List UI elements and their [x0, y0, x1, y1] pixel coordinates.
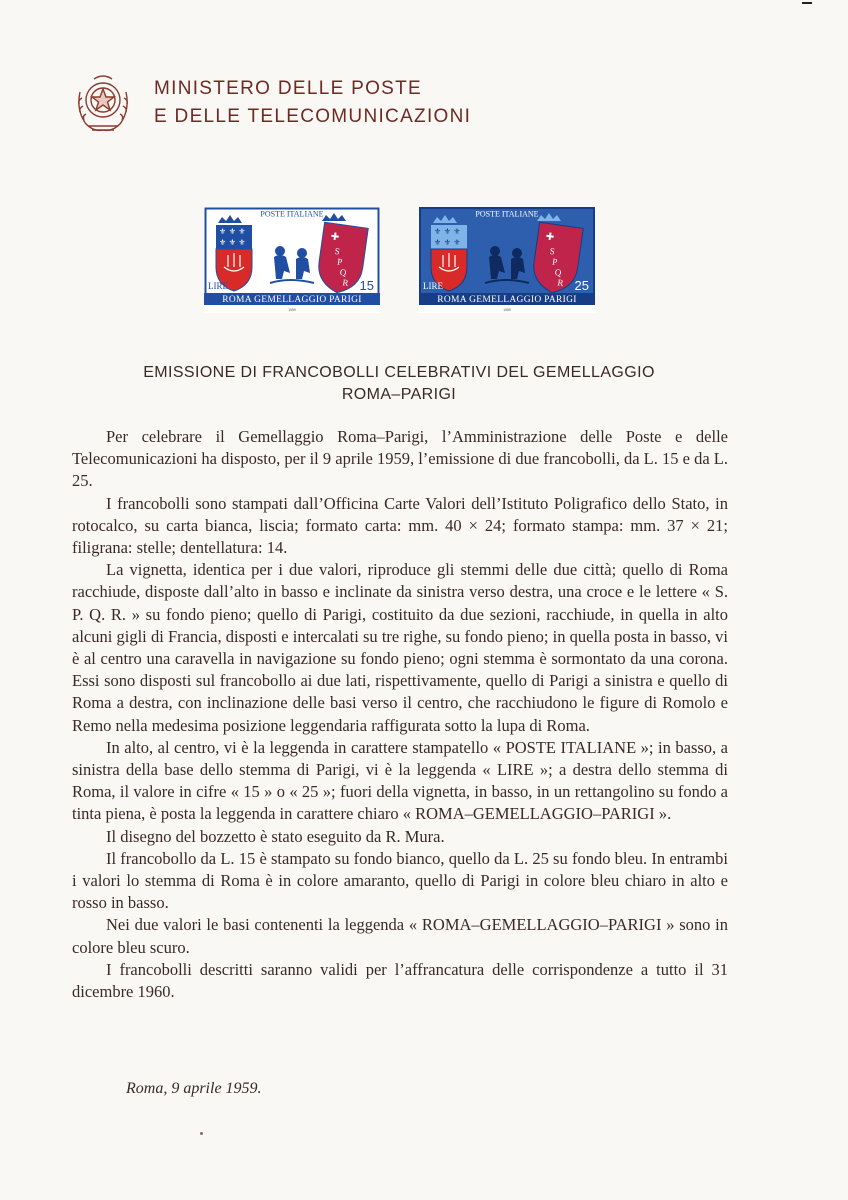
svg-text:R: R [556, 277, 565, 289]
ministry-line-1: MINISTERO DELLE POSTE [154, 78, 423, 99]
stamp-15-currency: LIRE [208, 281, 228, 291]
svg-text:P: P [336, 256, 344, 268]
stamp-25-lire [419, 207, 595, 313]
document-title [72, 362, 726, 406]
svg-text:⚜ ⚜ ⚜: ⚜ ⚜ ⚜ [434, 238, 461, 247]
svg-text:⚜ ⚜ ⚜: ⚜ ⚜ ⚜ [219, 227, 246, 236]
title-line-2: ROMA–PARIGI [341, 386, 457, 403]
svg-text:Q: Q [554, 266, 563, 278]
stamp-25-value: 25 [574, 278, 589, 293]
svg-text:⚜ ⚜ ⚜: ⚜ ⚜ ⚜ [434, 227, 461, 236]
paragraph-5: Il disegno del bozzetto è stato eseguito da R. Mura. [106, 826, 445, 846]
title-line-1: EMISSIONE DI FRANCOBOLLI CELEBRATIVI DEL GEMELLAGGIO [143, 364, 655, 381]
stamp-15-legend: ROMA GEMELLAGGIO PARIGI [222, 295, 362, 305]
paragraph-8: I francobolli descritti saranno validi per l’affrancatura delle corrispondenze a tutto il 31 dicembre 1960. [72, 959, 728, 1002]
stamp-25-image [419, 207, 595, 313]
paragraph-3: La vignetta, identica per i due valori, riproduce gli stemmi delle due città; quello di Roma racchiude, disposte dall’alto in basso e inclinate da sinistra verso destra, una croce e le lettere « S. P. Q. R. » su fondo pieno; quello di Parigi, costituito da due sezioni, racchiude, in quella in alto alcuni gigli di Francia, disposti e intercalati su tre righe, su fondo pieno; in quella posta in basso, vi è al centro una caravella in navigazione su fondo pieno; ogni stemma è sormontato da una corona. Essi sono disposti sul francobollo ai due lati, rispettivamente, quello di Parigi a sinistra e quello di Roma a destra, con inclinazione delle basi verso il centro, che racchiudono le figure di Romolo e Remo nella medesima posizione leggendaria raffigurata sotto la lupa di Roma. [72, 560, 728, 735]
stamp-15-year: 1959 [288, 308, 296, 312]
stamp-15-value: 15 [359, 278, 374, 293]
paragraph-6: Il francobollo da L. 15 è stampato su fondo bianco, quello da L. 25 su fondo bleu. In entrambi i valori lo stemma di Roma è in colore amaranto, quello di Parigi in colore bleu chiaro in alto e rosso in basso. [72, 848, 728, 913]
paragraph-2: I francobolli sono stampati dall’Officina Carte Valori dell’Istituto Poligrafico dello Stato, in rotocalco, su carta bianca, liscia; formato carta: mm. 40 × 24; formato stampa: mm. 37 × 21; filigrana: stelle; dentellatura: 14. [72, 493, 728, 558]
svg-text:S: S [549, 245, 556, 257]
corner-mark [802, 2, 812, 4]
header [72, 70, 471, 136]
svg-text:✚: ✚ [329, 231, 340, 244]
ministry-line-2: E DELLE TELECOMUNICAZIONI [154, 106, 472, 127]
svg-text:⚜ ⚜ ⚜: ⚜ ⚜ ⚜ [219, 238, 246, 247]
svg-text:S: S [334, 245, 341, 257]
paragraph-4: In alto, al centro, vi è la leggenda in carattere stampatello « POSTE ITALIANE »; in basso, a sinistra della base dello stemma di Parigi, vi è la leggenda « LIRE »; a destra dello stemma di Roma, il valore in cifre « 15 » o « 25 »; fuori della vignetta, in basso, in un rettangolino su fondo a tinta piena, è posta la leggenda in carattere chiaro « ROMA–GEMELLAGGIO–PARIGI ». [72, 737, 728, 824]
stamp-25-currency: LIRE [423, 281, 443, 291]
svg-text:✚: ✚ [544, 231, 555, 244]
body-text [72, 426, 728, 1003]
stamp-pair [204, 207, 599, 313]
ministry-name [154, 75, 471, 131]
stamp-15-lire [204, 207, 380, 313]
paper-speck [200, 1132, 203, 1135]
italian-republic-emblem-icon [72, 70, 134, 136]
paragraph-7: Nei due valori le basi contenenti la leggenda « ROMA–GEMELLAGGIO–PARIGI » sono in colore bleu scuro. [72, 915, 728, 957]
dateline: Roma, 9 aprile 1959. [126, 1080, 262, 1097]
stamp-25-legend: ROMA GEMELLAGGIO PARIGI [437, 295, 577, 305]
stamp-25-year: 1959 [503, 308, 511, 312]
paragraph-1: Per celebrare il Gemellaggio Roma–Parigi, l’Amministrazione delle Poste e delle Telecomunicazioni ha disposto, per il 9 aprile 1959, l’emissione di due francobolli, da L. 15 e da L. 25. [72, 427, 728, 491]
svg-text:P: P [551, 256, 559, 268]
stamp-25-top-text: POSTE ITALIANE [475, 209, 539, 219]
svg-text:Q: Q [339, 266, 348, 278]
svg-text:R: R [341, 277, 350, 289]
stamp-15-top-text: POSTE ITALIANE [260, 209, 324, 219]
stamp-15-image [204, 207, 380, 313]
